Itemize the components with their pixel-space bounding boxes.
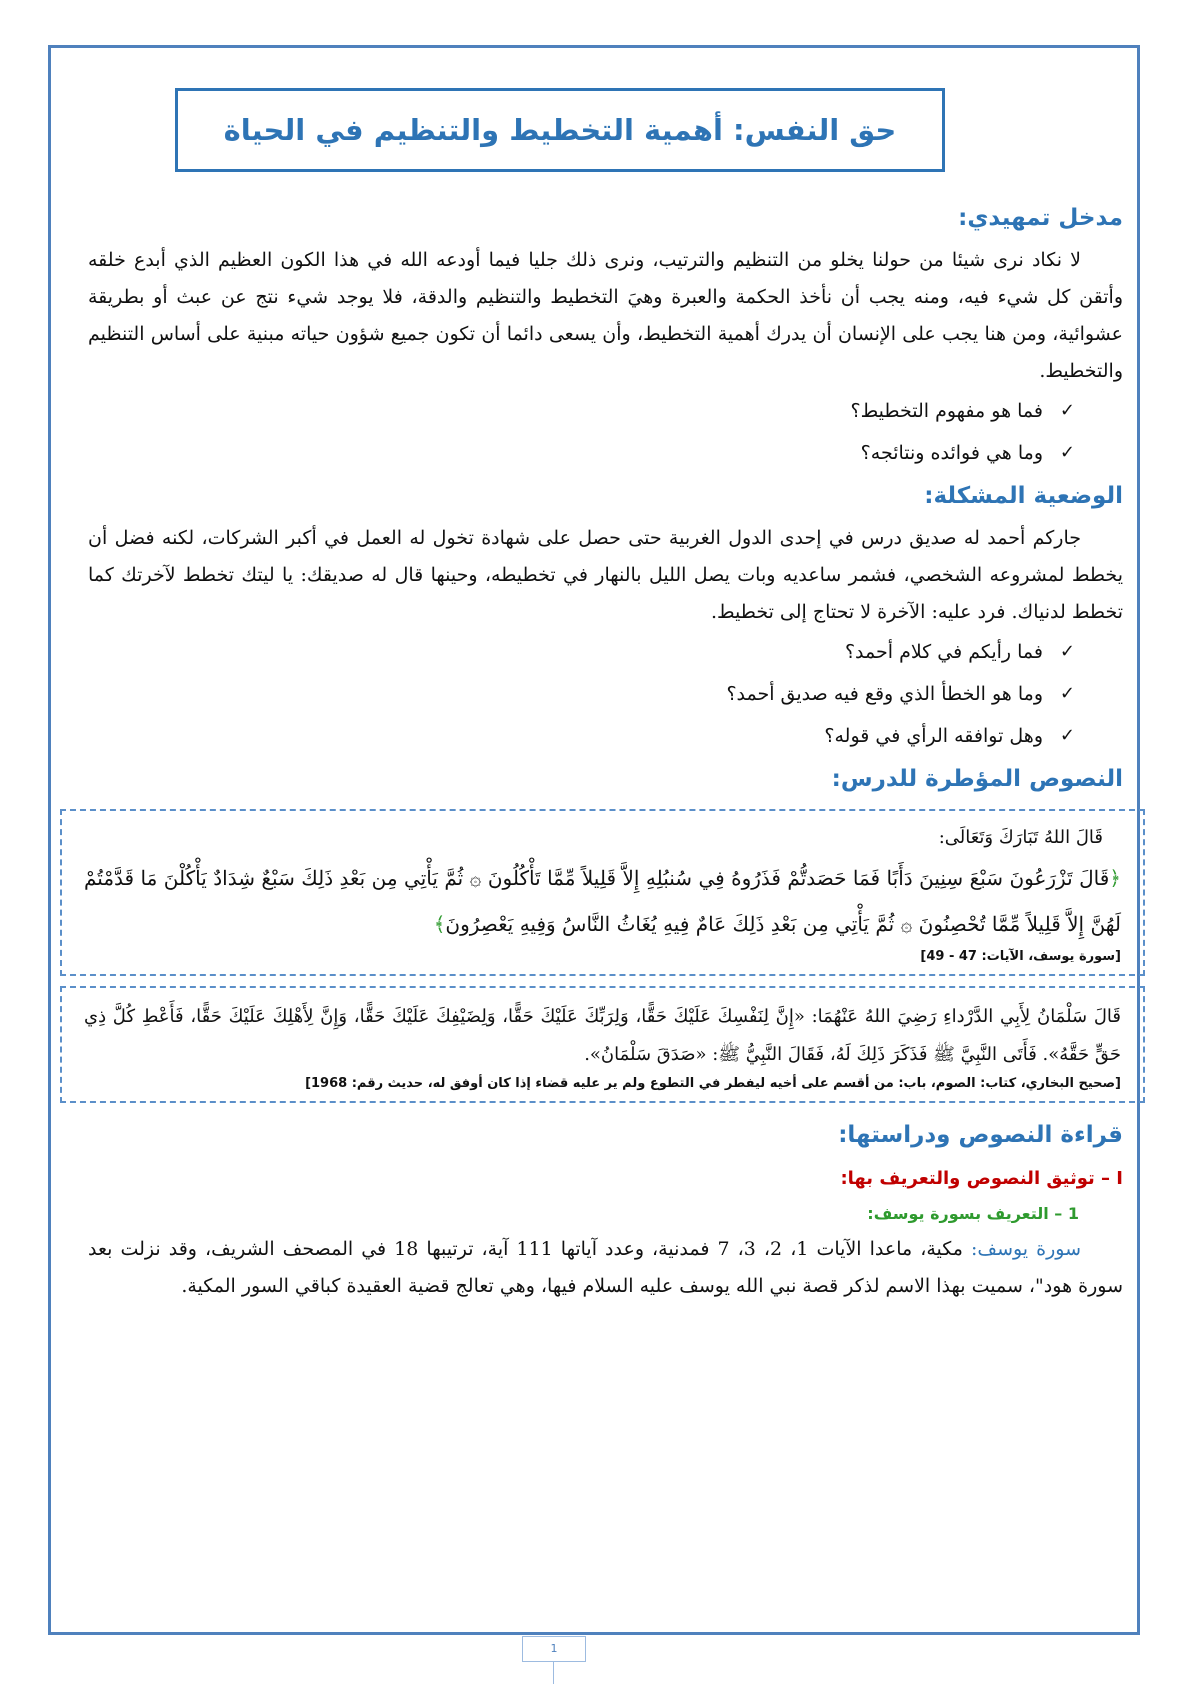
intro-paragraph: لا نكاد نرى شيئا من حولنا يخلو من التنظيم والترتيب، ونرى ذلك جليا فيما أودعه الله في هذا الكون العظيم الذي أبدع خلقه وأتقن كل شيء فيه، ومنه يجب أن نأخذ الحكمة والعبرة وهيَ التخطيط والتنظيم والدقة، فلا يوجد شيء نتج عن عبث أو بطريقة عشوائية، ومن هنا يجب على الإنسان أن يدرك أهمية التخطيط، وأن يسعى دائما أن تكون جميع شؤون حياته مبنية على أساس التنظيم والتخطيط.	[88, 249, 1123, 382]
check-icon: ✓	[1059, 400, 1075, 421]
list-item	[88, 715, 1075, 757]
surah-text: مكية، ماعدا الآيات 1، 2، 3، 7 فمدنية، وعدد آياتها 111 آية، ترتيبها 18 في المصحف الشريف، وقد نزلت بعد سورة هود"، سميت بهذا الاسم لذكر قصة نبي الله يوسف عليه السلام فيها، وهي تعالج قضية العقيدة كباقي السور المكية.	[88, 1238, 1123, 1297]
surah-paragraph	[88, 1231, 1123, 1305]
page-number: 1	[522, 1636, 586, 1662]
quran-reference: [سورة يوسف، الآيات: 47 - 49]	[920, 949, 1121, 964]
quran-open-bracket: ﴿	[1109, 866, 1121, 890]
check-icon: ✓	[1059, 683, 1075, 704]
hadith-text: قَالَ سَلْمَانُ لِأَبِي الدَّرْداءِ رَضِيَ اللهُ عَنْهُمَا: «إِنَّ لِنَفْسِكَ عَلَيْكَ حَقًّا، وَلِرَبِّكَ عَلَيْكَ حَقًّا، وَلِضَيْفِكَ عَلَيْكَ حَقًّا، وَإِنَّ لِأَهْلِكَ عَلَيْكَ حَقًّا، فَأَعْطِ كُلَّ ذِي حَقٍّ حَقَّهُ». فَأَتَى النَّبِيَّ ﷺ فَذَكَرَ ذَلِكَ لَهُ، فَقَالَ النَّبِيُّ ﷺ: «صَدَقَ سَلْمَانُ».	[84, 1006, 1121, 1065]
question-text: وما هو الخطأ الذي وقع فيه صديق أحمد؟	[726, 683, 1043, 705]
quran-close-bracket: ﴾	[433, 912, 446, 936]
list-item	[88, 673, 1075, 715]
question-text: فما هو مفهوم التخطيط؟	[850, 400, 1043, 422]
reading-heading: قراءة النصوص ودراستها:	[838, 1122, 1123, 1148]
question-text: فما رأيكم في كلام أحمد؟	[844, 641, 1043, 663]
title-box	[175, 88, 945, 172]
list-item	[88, 631, 1075, 673]
hadith-reference: [صحيح البخاري، كتاب: الصوم، باب: من أقسم على أخيه ليفطر في التطوع ولم ير عليه قضاء إذا كان أوفق له، حديث رقم: 1968]	[305, 1076, 1121, 1091]
problem-heading: الوضعية المشكلة:	[924, 483, 1123, 509]
check-icon: ✓	[1059, 641, 1075, 662]
check-icon: ✓	[1059, 442, 1075, 463]
hadith-box	[60, 986, 1145, 1103]
problem-questions	[88, 631, 1123, 757]
texts-heading: النصوص المؤطرة للدرس:	[831, 766, 1123, 792]
question-text: وما هي فوائده ونتائجه؟	[860, 442, 1043, 464]
subheading-surah-intro: 1 – التعريف بسورة يوسف:	[867, 1204, 1079, 1223]
page-content	[84, 196, 1123, 1305]
problem-paragraph: جاركم أحمد له صديق درس في إحدى الدول الغربية حتى حصل على شهادة تخول له العمل في أكبر الشركات، لكنه فضل أن يخطط لمشروعه الشخصي، فشمر ساعديه وبات يصل الليل بالنهار في تخطيطه، وحينها قال له صديقك: يا ليتك تخطط لآخرتك كما تخطط لدنياك. فرد عليه: الآخرة لا تحتاج إلى تخطيط.	[88, 527, 1123, 623]
list-item	[88, 432, 1075, 474]
page-title: حق النفس: أهمية التخطيط والتنظيم في الحياة	[223, 113, 897, 147]
quran-verse	[84, 855, 1121, 947]
surah-lead: سورة يوسف:	[971, 1238, 1082, 1260]
intro-questions	[88, 390, 1123, 474]
quran-text: قَالَ تَزْرَعُونَ سَبْعَ سِنِينَ دَأَبًا فَمَا حَصَدتُّمْ فَذَرُوهُ فِي سُنبُلِهِ إِلاَّ قَلِيلاً مِّمَّا تَأْكُلُونَ ۞ ثُمَّ يَأْتِي مِن بَعْدِ ذَلِكَ سَبْعٌ شِدَادٌ يَأْكُلْنَ مَا قَدَّمْتُمْ لَهُنَّ إِلاَّ قَلِيلاً مِّمَّا تُحْصِنُونَ ۞ ثُمَّ يَأْتِي مِن بَعْدِ ذَلِكَ عَامٌ فِيهِ يُغَاثُ النَّاسُ وَفِيهِ يَعْصِرُونَ	[84, 866, 1121, 936]
subheading-documentation: I – توثيق النصوص والتعريف بها:	[840, 1168, 1123, 1189]
quran-intro: قَالَ اللهُ تَبَارَكَ وَتَعَالَى:	[938, 827, 1103, 848]
intro-heading: مدخل تمهيدي:	[958, 205, 1123, 231]
question-text: وهل توافقه الرأي في قوله؟	[824, 725, 1043, 747]
check-icon: ✓	[1059, 725, 1075, 746]
page-number-line	[553, 1662, 554, 1684]
quran-box	[60, 809, 1145, 976]
list-item	[88, 390, 1075, 432]
